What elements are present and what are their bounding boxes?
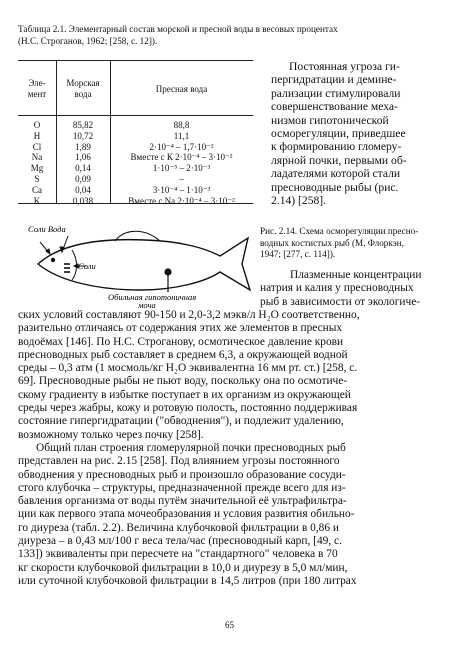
text-line: возможному только через почку [258]. <box>18 428 204 441</box>
text-line: к формированию гломеру- <box>271 140 402 154</box>
text-line: пресноводных рыб составляет в среднем 6,3, а окружающей водной <box>18 348 348 361</box>
text-line: осморегуляции, приведшее <box>271 126 406 140</box>
body-top-lines <box>260 269 442 309</box>
table-cell: 10,72 <box>72 130 94 141</box>
text-line: среды – 0,3 атм (1 мосмоль/кг H₂O эквивалентна 16 мм рт. ст.) [258, с. <box>18 362 358 375</box>
table-cell: K <box>33 195 41 206</box>
label-urine-2: моча <box>138 300 156 308</box>
text-line: бавления организма от воды путём значительной её ультрафильтра- <box>18 495 347 508</box>
page-number: 65 <box>225 620 234 630</box>
text-line: низмов гипотонической <box>271 113 389 127</box>
text-line: 133]) эквиваленты при пересчете на "стандартного" человека в 70 <box>18 548 338 561</box>
header-fresh: Пресная вода <box>155 84 208 94</box>
figure-caption-line: Рис. 2.14. Схема осморегуляции пресно- <box>260 226 419 236</box>
figure-caption <box>260 226 442 261</box>
text-line: Постоянная угроза ги- <box>289 60 400 73</box>
text-line: ции как первого этапа мочеобразования и условия развития обильно- <box>18 508 355 521</box>
text-line: Плазменные концентрации <box>290 269 422 281</box>
text-line: 2.14) [258]. <box>271 193 327 207</box>
table-cell: 0,14 <box>75 163 91 174</box>
label-salts: Соли <box>78 261 96 271</box>
table-cell: S <box>34 173 40 184</box>
table-cell: 2·10⁻⁴ – 1,7·10⁻² <box>149 141 214 152</box>
figure-caption-line: водных костистых рыб (М. Флоркэн, <box>260 237 404 248</box>
text-line: диуреза – в 0,43 мл/100 г веса тела/час (пресноводный карп, [49, с. <box>18 535 342 548</box>
text-line: кг скорости клубочковой фильтрации в 10,0 и диурезу в 5,0 мл/мин, <box>18 561 348 574</box>
caption-line-1: Таблица 2.1. Элементарный состав морской и пресной воды в весовых процентах <box>18 24 338 34</box>
text-line: го диуреза (табл. 2.2). Величина клубочковой фильтрации в 0,86 и <box>18 521 339 534</box>
right-text-column <box>271 60 442 207</box>
table-top-rule <box>18 60 253 61</box>
table-cell: Mg <box>30 163 44 174</box>
table-cell: 88,8 <box>173 120 190 130</box>
text-line: ладателями которой стали <box>271 167 401 181</box>
fish-eye <box>51 258 55 262</box>
table-cell: O <box>33 120 41 130</box>
table-cell: H <box>33 130 41 141</box>
table-cell: 0,09 <box>75 173 91 184</box>
gill-marks <box>64 264 70 272</box>
table-cell: 0,04 <box>75 184 91 195</box>
table-cell: Na <box>31 152 43 163</box>
text-line: среды через жабры, кожу и ротовую полость, постоянно поддерживая <box>18 402 358 415</box>
table-cell: 0,038 <box>72 195 94 206</box>
header-sea: Морская вода <box>66 78 100 99</box>
table-cell: 3·10⁻⁴ – 1·10⁻³ <box>152 184 211 195</box>
header-element: Эле- мент <box>27 78 47 99</box>
text-line: совершенствование меха- <box>271 100 398 114</box>
text-line: 69]. Пресноводные рыбы не пьют воду, поскольку она по осмотиче- <box>18 375 348 388</box>
column-fresh <box>110 120 253 206</box>
text-line: обводнения у пресноводных рыб и произошло образование сосуди- <box>18 468 346 481</box>
text-line: Общий план строения гломерулярной почки пресноводных рыб <box>36 441 346 454</box>
table-cell: 1,06 <box>75 152 91 163</box>
text-line: пресноводные рыбы (рис. <box>271 180 399 194</box>
table-cell: 1,89 <box>75 141 91 152</box>
label-urine: Обильная гипотоничная <box>108 292 197 302</box>
body-text <box>18 309 442 588</box>
column-sea <box>56 120 110 206</box>
text-line: стого клубочка – структуры, предназначенной прежде всего для из- <box>18 481 346 494</box>
table-cell: 85,82 <box>72 120 94 130</box>
text-line: пергидратации и демине- <box>271 73 397 87</box>
table-cell: 11,1 <box>173 130 190 141</box>
text-line: лярной почки, первыми об- <box>271 153 407 167</box>
table-caption <box>18 23 442 47</box>
text-line: скому градиенту в избытке поступает в их организм из окружающей <box>18 388 351 401</box>
table-header-rule <box>18 115 253 116</box>
text-line: рализации стимулировали <box>271 86 401 100</box>
table-cell: Cl <box>32 141 42 152</box>
figure-caption-line: 1947; [277, с. 114]). <box>260 249 336 260</box>
table-cell: Вместе с Na 2·10⁻⁴ – 3·10⁻² <box>128 195 235 206</box>
label-salts-water: Соли Вода <box>28 224 66 234</box>
table-cell: 1·10⁻⁵ – 2·10⁻³ <box>152 163 211 174</box>
column-element <box>18 120 56 206</box>
text-line: натрия и калия у пресноводных <box>260 282 414 295</box>
text-line: или суточной клубочковой фильтрации в 14,5 литров (при 180 литрах <box>18 574 357 587</box>
text-line: ских условий составляют 90-150 и 2,0-3,2 мэкв/л H₂O соответственно, <box>18 309 360 321</box>
text-line: водоёмах [146]. По Н.С. Строганову, осмотическое давление крови <box>18 335 344 348</box>
text-line: разительно отличаясь от содержания этих же элементов в пресных <box>18 322 343 335</box>
text-line: состояние гипергидратации ("обводнения"), и подлежит удалению, <box>18 415 344 428</box>
text-line: представлен на рис. 2.15 [258]. Под влиянием угрозы постоянного <box>18 455 340 468</box>
table-cell: Вместе с К 2·10⁻⁴ – 3·10⁻² <box>130 152 233 163</box>
fish-figure <box>20 220 255 308</box>
caption-line-2: (Н.С. Строганов, 1962; [258, с. 12]). <box>18 36 158 46</box>
text-line: рыб в зависимости от экологиче- <box>260 295 421 308</box>
table-cell: – <box>179 173 184 184</box>
table-cell: Ca <box>32 184 42 195</box>
